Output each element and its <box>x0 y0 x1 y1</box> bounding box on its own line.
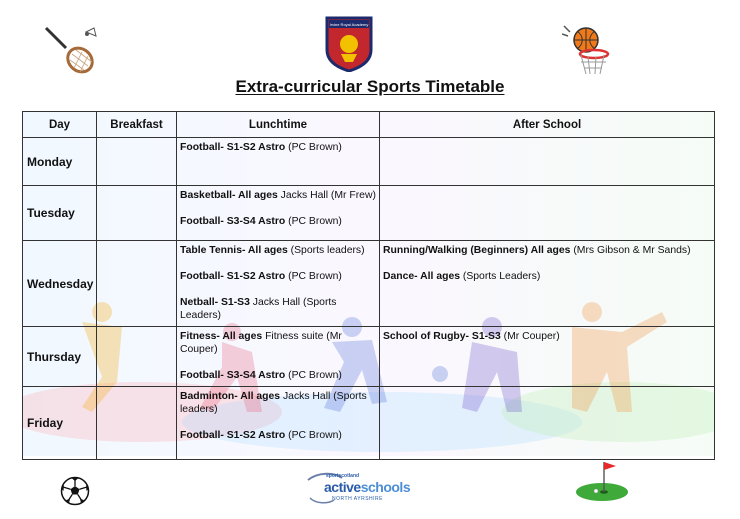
header-after-school: After School <box>380 112 715 138</box>
logo-sub-text: NORTH AYRSHIRE <box>332 496 383 502</box>
header-lunchtime: Lunchtime <box>177 112 380 138</box>
breakfast-cell <box>97 186 177 241</box>
lunchtime-cell <box>177 387 380 460</box>
table-row <box>23 241 715 327</box>
activity-entry: Netball- S1-S3 Jacks Hall (Sports Leaders) <box>180 297 337 321</box>
day-cell: Thursday <box>23 327 97 387</box>
header-day: Day <box>23 112 97 138</box>
after-school-cell <box>380 241 715 327</box>
day-cell: Wednesday <box>23 241 97 327</box>
page-title: Extra-curricular Sports Timetable <box>235 77 505 96</box>
day-cell: Friday <box>23 387 97 460</box>
after-school-cell <box>380 138 715 186</box>
activity-entry: Dance- All ages (Sports Leaders) <box>383 271 541 282</box>
golf-flag-icon <box>574 460 630 502</box>
activity-entry: Football- S3-S4 Astro (PC Brown) <box>180 216 342 227</box>
day-cell: Monday <box>23 138 97 186</box>
activity-entry: Football- S1-S2 Astro (PC Brown) <box>180 271 342 282</box>
activity-entry: Basketball- All ages Jacks Hall (Mr Frew) <box>180 190 376 201</box>
activity-entry: Football- S1-S2 Astro (PC Brown) <box>180 430 342 441</box>
table-row <box>23 387 715 460</box>
breakfast-cell <box>97 387 177 460</box>
activity-entry: Table Tennis- All ages (Sports leaders) <box>180 245 365 256</box>
activity-entry: Fitness- All ages Fitness suite (Mr Couper) <box>180 331 342 355</box>
activity-entry: Football- S3-S4 Astro (PC Brown) <box>180 370 342 381</box>
football-icon <box>60 476 90 506</box>
table-row <box>23 327 715 387</box>
lunchtime-cell <box>177 241 380 327</box>
badminton-racket-icon <box>42 24 100 76</box>
breakfast-cell <box>97 327 177 387</box>
header-breakfast: Breakfast <box>97 112 177 138</box>
activity-entry: Running/Walking (Beginners) All ages (Mrs Gibson & Mr Sands) <box>383 245 691 256</box>
lunchtime-cell <box>177 186 380 241</box>
lunchtime-cell <box>177 327 380 387</box>
basketball-hoop-icon <box>562 22 612 78</box>
active-schools-logo <box>304 470 414 506</box>
logo-top-text: sportscotland <box>326 473 360 479</box>
day-cell: Tuesday <box>23 186 97 241</box>
activity-entry: School of Rugby- S1-S3 (Mr Couper) <box>383 331 560 342</box>
timetable <box>22 111 715 460</box>
header-row <box>23 112 715 138</box>
table-row <box>23 186 715 241</box>
activity-entry: Badminton- All ages Jacks Hall (Sports leaders) <box>180 391 367 415</box>
table-row <box>23 138 715 186</box>
after-school-cell <box>380 327 715 387</box>
school-crest-icon <box>325 16 373 72</box>
breakfast-cell <box>97 241 177 327</box>
logo-main-text: activeschools <box>324 479 411 495</box>
after-school-cell <box>380 387 715 460</box>
crest-text: Irvine Royal Academy <box>329 22 369 27</box>
breakfast-cell <box>97 138 177 186</box>
after-school-cell <box>380 186 715 241</box>
activity-entry: Football- S1-S2 Astro (PC Brown) <box>180 142 342 153</box>
lunchtime-cell <box>177 138 380 186</box>
